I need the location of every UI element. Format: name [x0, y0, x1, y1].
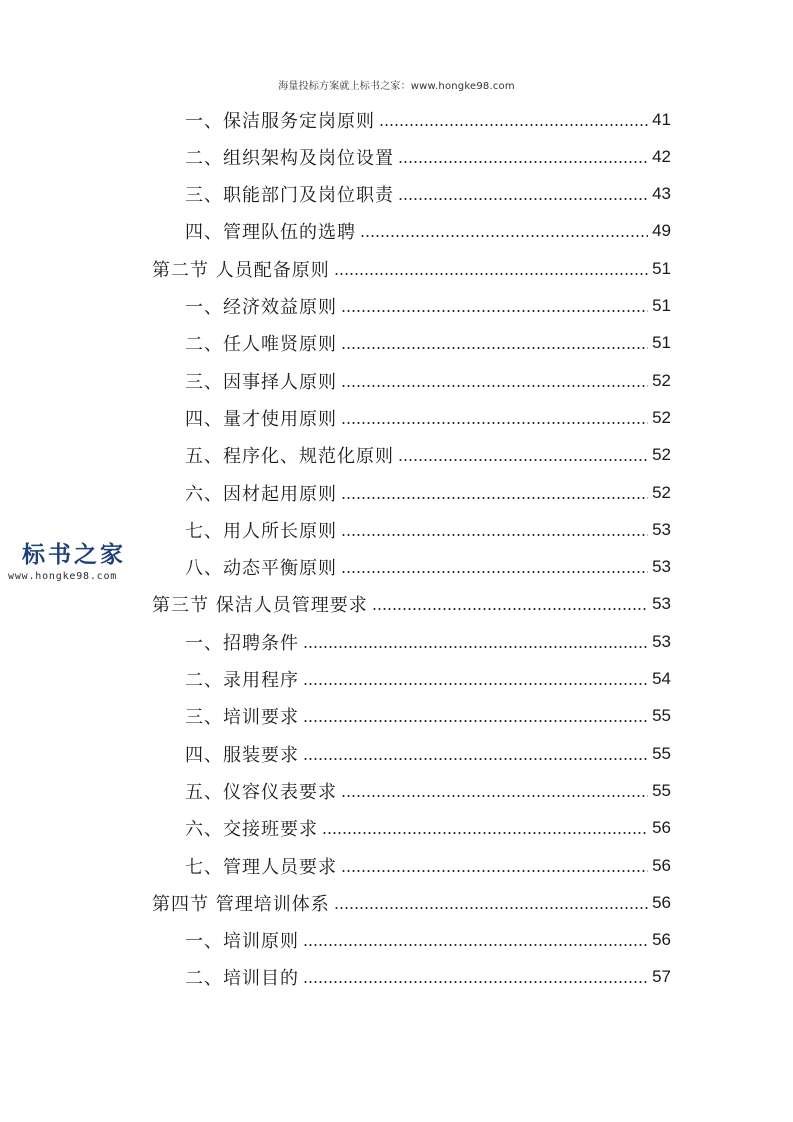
toc-page-number: 53 — [652, 594, 671, 614]
watermark — [8, 536, 158, 582]
toc-entry-title: 八、动态平衡原则 — [185, 558, 337, 580]
toc-row — [0, 810, 793, 847]
toc-row — [0, 288, 793, 325]
dot-leader — [398, 198, 648, 200]
dot-leader — [303, 981, 648, 983]
toc-row — [0, 735, 793, 772]
toc-page-number: 55 — [652, 706, 671, 726]
toc-entry-title: 三、培训要求 — [185, 707, 299, 729]
toc-row — [0, 474, 793, 511]
toc-row — [0, 176, 793, 213]
toc-entry-title: 一、培训原则 — [185, 931, 299, 953]
toc-subsection-entry[interactable] — [185, 399, 671, 436]
toc-entry-title: 五、程序化、规范化原则 — [185, 446, 394, 468]
dot-leader — [322, 832, 648, 834]
dot-leader — [341, 347, 648, 349]
toc-page-number: 51 — [652, 258, 671, 278]
dot-leader — [334, 273, 648, 275]
toc-subsection-entry[interactable] — [185, 176, 671, 213]
toc-page-number: 49 — [652, 221, 671, 241]
dot-leader — [341, 534, 648, 536]
toc-row — [0, 213, 793, 250]
dot-leader — [398, 459, 648, 461]
toc-row — [0, 922, 793, 959]
toc-page-number: 51 — [652, 296, 671, 315]
dot-leader — [303, 758, 648, 760]
toc-entry-title: 四、服装要求 — [185, 744, 299, 766]
dot-leader — [360, 235, 648, 237]
toc-row — [0, 772, 793, 809]
toc-subsection-entry[interactable] — [185, 959, 671, 996]
dot-leader — [341, 385, 648, 387]
toc-row — [0, 250, 793, 287]
toc-page-number: 55 — [652, 743, 671, 763]
dot-leader — [372, 608, 648, 610]
toc-page-number: 53 — [652, 519, 671, 539]
toc-page-number: 57 — [652, 967, 671, 987]
toc-entry-title: 七、管理人员要求 — [185, 856, 337, 878]
dot-leader — [303, 944, 648, 946]
header-note: 海量投标方案就上标书之家：www.hongke98.com — [278, 81, 515, 92]
dot-leader — [341, 497, 648, 499]
toc-entry-title: 二、组织架构及岗位设置 — [185, 147, 394, 169]
toc-row — [0, 661, 793, 698]
toc-page-number: 54 — [652, 669, 671, 688]
toc-entry-title: 二、培训目的 — [185, 968, 299, 990]
toc-row — [0, 437, 793, 474]
toc-row — [0, 325, 793, 362]
toc-page-number: 43 — [652, 184, 671, 204]
toc-page-number: 56 — [652, 930, 671, 950]
dot-leader — [341, 571, 648, 573]
toc-entry-title: 三、因事择人原则 — [185, 371, 337, 393]
toc-subsection-entry[interactable] — [185, 735, 671, 772]
toc-entry-title: 二、录用程序 — [185, 670, 299, 691]
toc-page-number: 56 — [652, 892, 671, 912]
toc-subsection-entry[interactable] — [185, 661, 671, 698]
toc-entry-title: 四、量才使用原则 — [185, 408, 337, 430]
toc-page-number: 52 — [652, 407, 671, 427]
toc-row — [0, 847, 793, 884]
toc-page-number: 56 — [652, 855, 671, 875]
watermark-logo: 标书之家 — [22, 541, 126, 568]
toc-section-entry[interactable] — [152, 250, 671, 287]
toc-page-number: 52 — [652, 482, 671, 502]
toc-subsection-entry[interactable] — [185, 138, 671, 175]
toc-subsection-entry[interactable] — [185, 922, 671, 959]
toc-page-number: 51 — [652, 333, 671, 353]
toc-subsection-entry[interactable] — [185, 101, 671, 138]
toc-entry-title: 一、招聘条件 — [185, 632, 299, 654]
toc-row — [0, 884, 793, 921]
toc-row — [0, 362, 793, 399]
toc-subsection-entry[interactable] — [185, 511, 671, 548]
toc-subsection-entry[interactable] — [185, 213, 671, 250]
dot-leader — [334, 907, 648, 909]
dot-leader — [303, 683, 648, 685]
toc-subsection-entry[interactable] — [185, 549, 671, 586]
dot-leader — [341, 795, 648, 797]
toc-page-number: 52 — [652, 370, 671, 390]
toc-page-number: 42 — [652, 146, 671, 166]
toc-row — [0, 399, 793, 436]
toc-entry-title: 第三节 保洁人员管理要求 — [152, 595, 368, 617]
toc-subsection-entry[interactable] — [185, 325, 671, 362]
toc-entry-title: 第二节 人员配备原则 — [152, 259, 330, 281]
toc-entry-title: 二、任人唯贤原则 — [185, 334, 337, 356]
toc-section-entry[interactable] — [152, 884, 671, 921]
toc-row — [0, 138, 793, 175]
toc-page-number: 41 — [652, 109, 671, 129]
toc-entry-title: 四、管理队伍的选聘 — [185, 222, 356, 244]
toc-subsection-entry[interactable] — [185, 698, 671, 735]
watermark-url: www.hongke98.com — [8, 571, 118, 582]
toc-entry-title: 六、交接班要求 — [185, 819, 318, 841]
toc-row — [0, 623, 793, 660]
toc-row — [0, 101, 793, 138]
toc-entry-title: 五、仪容仪表要求 — [185, 781, 337, 803]
toc-page-number: 55 — [652, 780, 671, 800]
dot-leader — [379, 124, 648, 126]
toc-subsection-entry[interactable] — [185, 847, 671, 884]
toc-entry-title: 一、经济效益原则 — [185, 297, 337, 318]
toc-row — [0, 698, 793, 735]
toc-subsection-entry[interactable] — [185, 623, 671, 660]
dot-leader — [341, 422, 648, 424]
toc-entry-title: 三、职能部门及岗位职责 — [185, 185, 394, 207]
toc-section-entry[interactable] — [152, 586, 671, 623]
dot-leader — [341, 310, 648, 312]
toc-row — [0, 959, 793, 996]
dot-leader — [303, 646, 648, 648]
toc-page-number: 53 — [652, 557, 671, 577]
toc-page-number: 56 — [652, 818, 671, 838]
toc-subsection-entry[interactable] — [185, 437, 671, 474]
toc-subsection-entry[interactable] — [185, 772, 671, 809]
toc-subsection-entry[interactable] — [185, 362, 671, 399]
dot-leader — [398, 161, 648, 163]
toc-page-number: 52 — [652, 445, 671, 465]
toc-entry-title: 一、保洁服务定岗原则 — [185, 110, 375, 132]
dot-leader — [341, 870, 648, 872]
toc-row — [0, 586, 793, 623]
toc-subsection-entry[interactable] — [185, 474, 671, 511]
toc-entry-title: 六、因材起用原则 — [185, 483, 337, 505]
toc-subsection-entry[interactable] — [185, 288, 671, 325]
dot-leader — [303, 720, 648, 722]
toc-entry-title: 第四节 管理培训体系 — [152, 893, 330, 915]
toc-subsection-entry[interactable] — [185, 810, 671, 847]
toc-page-number: 53 — [652, 631, 671, 651]
toc-entry-title: 七、用人所长原则 — [185, 520, 337, 542]
